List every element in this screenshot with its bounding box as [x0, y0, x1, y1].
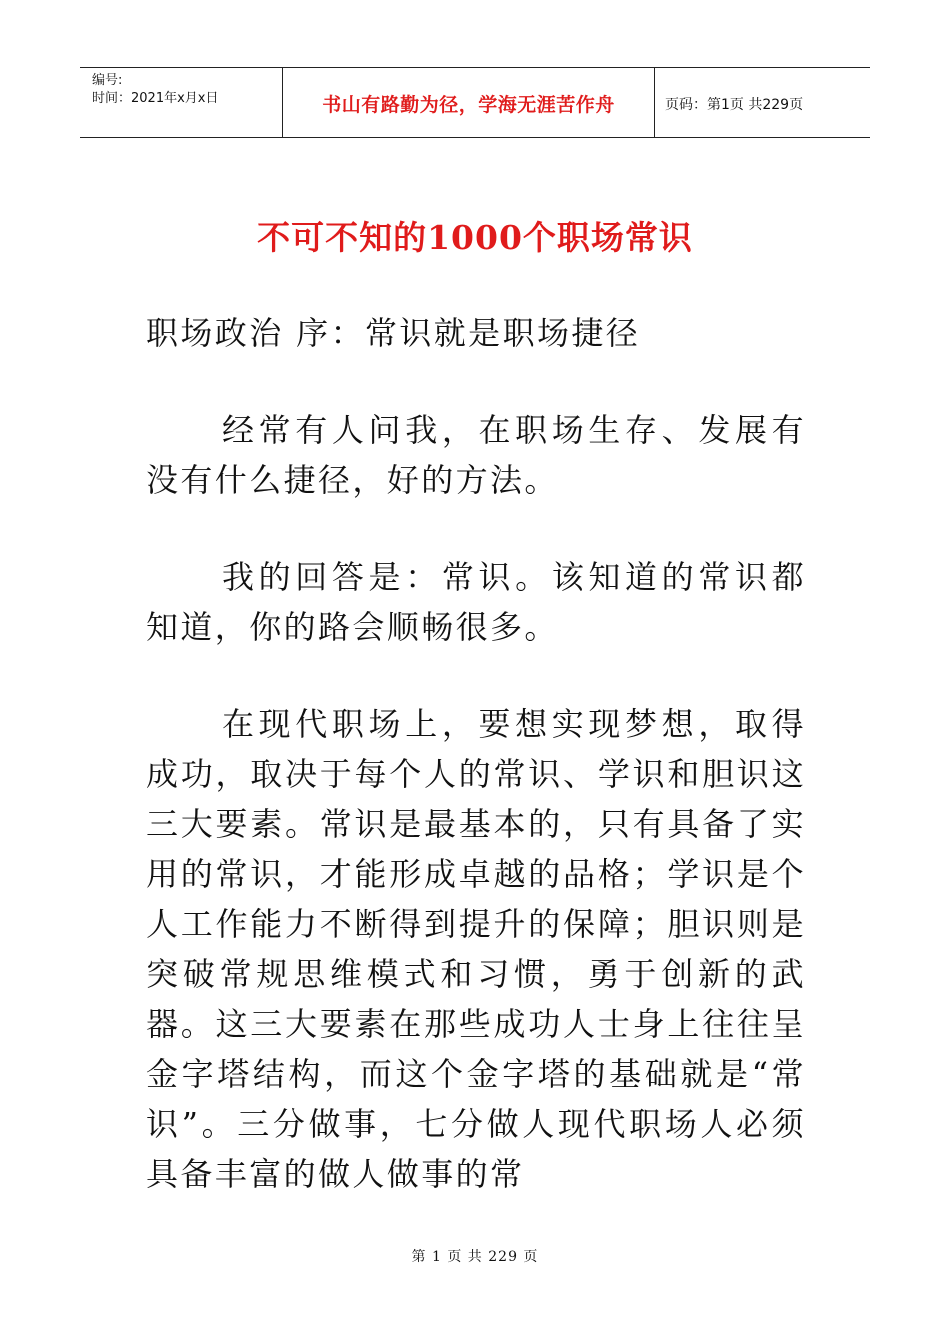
body-paragraph-2: 我的回答是：常识。该知道的常识都知道，你的路会顺畅很多。	[146, 558, 806, 646]
document-number-label: 编号:	[92, 73, 123, 88]
body-paragraph-1: 经常有人问我，在职场生存、发展有没有什么捷径，好的方法。	[146, 411, 806, 499]
document-time-label: 时间：2021年x月x日	[92, 91, 219, 106]
header-page-cell	[655, 68, 870, 137]
page-footer: 第 1 页 共 229 页	[411, 1249, 539, 1265]
header-meta-cell	[80, 68, 283, 137]
document-title: 不可不知的1000个职场常识	[257, 218, 693, 257]
page-header	[80, 67, 870, 138]
section-heading: 职场政治 序：常识就是职场捷径	[146, 314, 641, 352]
document-body	[146, 308, 806, 1199]
header-page-info: 页码：第1页 共229页	[665, 96, 804, 113]
body-paragraph-3: 在现代职场上，要想实现梦想，取得成功，取决于每个人的常识、学识和胆识这三大要素。常识是最基本的，只有具备了实用的常识，才能形成卓越的品格；学识是个人工作能力不断得到提升的保障；胆识则是突破常规思维模式和习惯，勇于创新的武器。这三大要素在那些成功人士身上往往呈金字塔结构，而这个金字塔的基础就是“常识”。三分做事，七分做人现代职场人必须具备丰富的做人做事的常	[146, 705, 806, 1193]
header-motto-cell	[283, 68, 655, 137]
header-motto: 书山有路勤为径，学海无涯苦作舟	[322, 94, 615, 116]
